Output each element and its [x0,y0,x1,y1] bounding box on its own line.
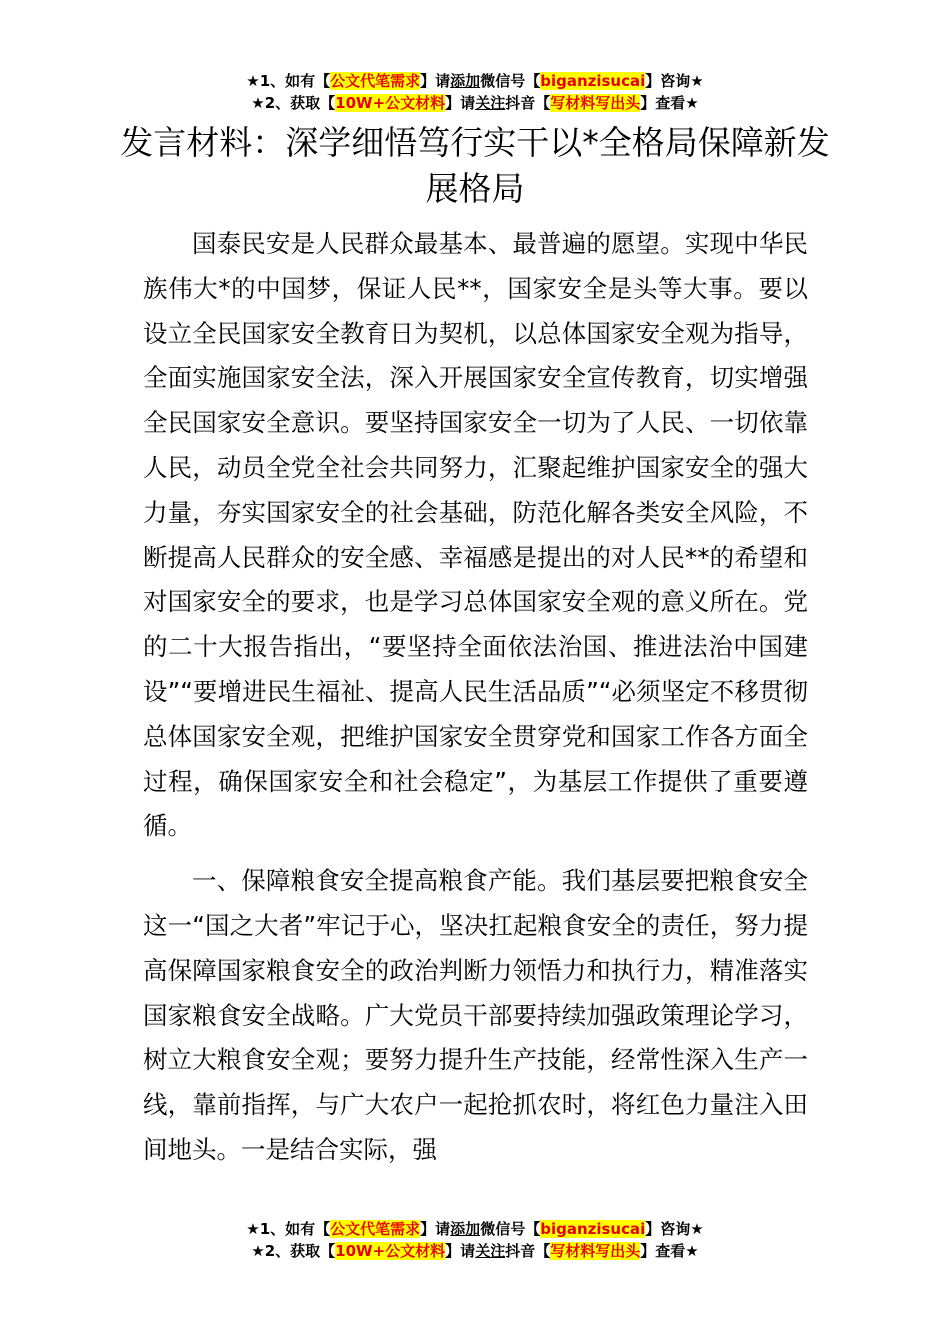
star-icon: ★ [690,72,704,90]
body-paragraph: 国泰民安是人民群众最基本、最普遍的愿望。实现中华民族伟大*的中国梦，保证人民**，国家安全是头等大事。要以设立全民国家安全教育日为契机，以总体国家安全观为指导，全面实施国家安全法，深入开展国家安全宣传教育，切实增强全民国家安全意识。要坚持国家安全一切为了人民、一切依靠人民，动员全党全社会共同努力，汇聚起维护国家安全的强大力量，夯实国家安全的社会基础，防范化解各类安全风险，不断提高人民群众的安全感、幸福感是提出的对人民**的希望和对国家安全的要求，也是学习总体国家安全观的意义所在。党的二十大报告指出，“要坚持全面依法治国、推进法治中国建设”“要增进民生福祉、提高人民生活品质”“必须坚定不移贯彻总体国家安全观，把维护国家安全贯穿党和国家工作各方面全过程，确保国家安全和社会稳定”，为基层工作提供了重要遵循。 [143,229,808,841]
ad-text: 】请 [445,1242,476,1260]
star-icon: ★ [685,1242,699,1260]
ad-highlight: 公文代笔需求 [330,72,421,90]
ad-text: 2、获取【 [264,94,336,112]
ad-line-2 [0,1240,950,1262]
ad-text: 】请 [420,72,451,90]
star-icon: ★ [246,1220,260,1238]
ad-underline: 关注 [475,94,506,112]
ad-text: 】查看 [640,1242,686,1260]
ad-underline: 添加 [450,1220,481,1238]
ad-text: 】咨询 [645,72,691,90]
ad-text: 】请 [420,1220,451,1238]
ad-text: 1、如有【 [259,1220,331,1238]
body-paragraph: 一、保障粮食安全提高粮食产能。我们基层要把粮食安全这一“国之大者”牢记于心，坚决扛起粮食安全的责任，努力提高保障国家粮食安全的政治判断力领悟力和执行力，精准落实国家粮食安全战略。广大党员干部要持续加强政策理论学习，树立大粮食安全观；要努力提升生产技能，经常性深入生产一线，靠前指挥，与广大农户一起抢抓农时，将红色力量注入田间地头。一是结合实际，强 [143,866,808,1164]
ad-text: 】查看 [640,94,686,112]
ad-underline: 添加 [450,72,481,90]
ad-highlight: 写材料写出头 [550,1242,641,1260]
ad-banner-bottom [0,1218,950,1262]
ad-underline: 关注 [475,1242,506,1260]
ad-highlight: biganzisucai [540,72,646,90]
star-icon: ★ [251,1242,265,1260]
ad-text: 2、获取【 [264,1242,336,1260]
ad-highlight: 10W+公文材料 [335,1242,446,1260]
ad-highlight: 公文代笔需求 [330,1220,421,1238]
ad-line-2 [0,92,950,114]
ad-text: 】咨询 [645,1220,691,1238]
document-title: 发言材料：深学细悟笃行实干以*全格局保障新发展格局 [120,123,830,208]
ad-text: 抖音【 [505,1242,551,1260]
ad-text: 】请 [445,94,476,112]
ad-banner-top [0,70,950,114]
ad-highlight: 10W+公文材料 [335,94,446,112]
ad-text: 抖音【 [505,94,551,112]
ad-line-1 [0,70,950,92]
star-icon: ★ [685,94,699,112]
ad-text: 微信号【 [480,72,541,90]
ad-highlight: biganzisucai [540,1220,646,1238]
ad-line-1 [0,1218,950,1240]
document-body [143,222,808,1173]
star-icon: ★ [690,1220,704,1238]
star-icon: ★ [246,72,260,90]
star-icon: ★ [251,94,265,112]
ad-highlight: 写材料写出头 [550,94,641,112]
ad-text: 微信号【 [480,1220,541,1238]
ad-text: 1、如有【 [259,72,331,90]
